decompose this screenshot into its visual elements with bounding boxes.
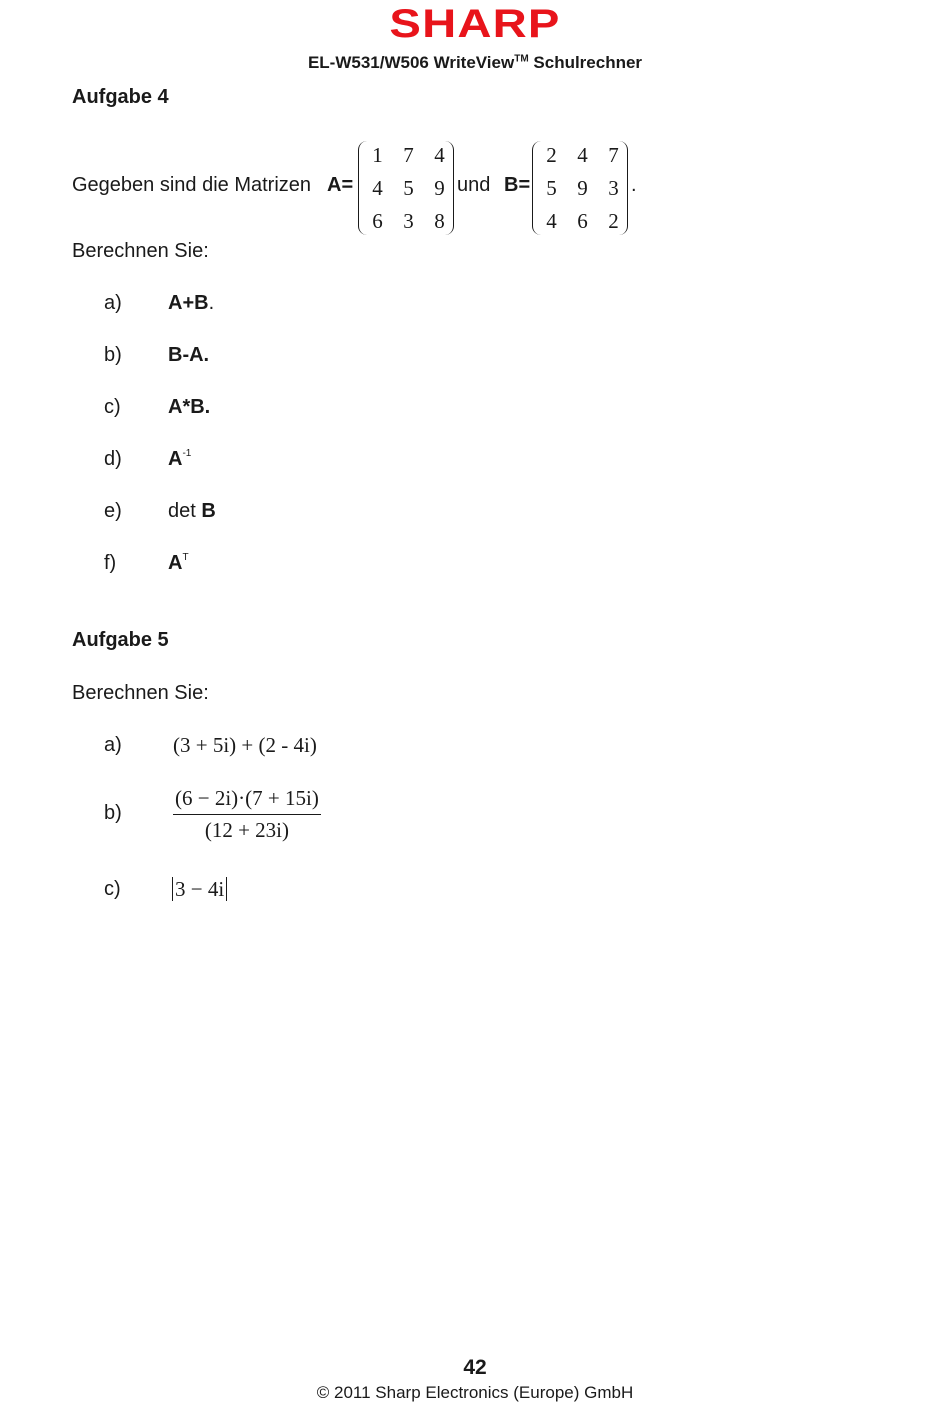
exponent: T (182, 552, 189, 563)
matrix-b-cell: 5 (546, 176, 557, 200)
matrix-b-cell: 2 (608, 209, 619, 233)
item-label: b) (104, 802, 122, 824)
task4-item-d (168, 448, 191, 471)
task4-item-f (168, 552, 189, 575)
page-number: 42 (463, 1356, 487, 1379)
item-label: f) (104, 552, 117, 574)
task4-item-a (168, 292, 214, 315)
task4-item-b (168, 344, 209, 367)
matrix-a-cell: 6 (372, 209, 383, 233)
subtitle-tail: Schulrechner (528, 53, 643, 72)
matrix-b-right-paren (619, 141, 628, 235)
matrix-b-cell: 4 (546, 209, 557, 233)
matrix-b-label: B= (504, 174, 531, 196)
trademark-mark: TM (514, 53, 529, 65)
item-label: c) (104, 878, 121, 900)
fraction (173, 786, 321, 843)
matrix-a-cell: 9 (434, 176, 445, 200)
item-label: a) (104, 292, 122, 314)
expression: A+B (168, 292, 209, 314)
matrix-a-label: A= (327, 174, 354, 196)
expression: B-A. (168, 344, 210, 366)
task5-heading: Aufgabe 5 (72, 629, 169, 651)
matrix-b-cell: 6 (577, 209, 588, 233)
document-subtitle (0, 53, 950, 73)
expression: A (168, 552, 183, 574)
task5-prompt: Berechnen Sie: (72, 682, 209, 704)
task5-expression-c (172, 877, 227, 902)
expression-suffix: . (208, 292, 215, 314)
matrix-b (532, 141, 628, 235)
matrix-a-cell: 3 (403, 209, 414, 233)
fraction-numerator: (6 − 2i)·(7 + 15i) (173, 786, 321, 815)
copyright: © 2011 Sharp Electronics (Europe) GmbH (316, 1383, 634, 1402)
sharp-logo: SHARP (389, 2, 561, 46)
und-text: und (457, 174, 491, 196)
item-label: b) (104, 344, 122, 366)
matrix-a-cell: 8 (434, 209, 445, 233)
absolute-value: 3 − 4i (172, 877, 227, 901)
expression: A (168, 448, 183, 470)
matrix-a (358, 141, 454, 235)
item-label: d) (104, 448, 122, 470)
item-label: c) (104, 396, 121, 418)
statement-period: . (631, 174, 637, 196)
fraction-denominator: (12 + 23i) (204, 818, 289, 842)
expression-prefix: det (168, 500, 202, 522)
task4-item-c (168, 396, 210, 419)
matrix-a-cell: 1 (372, 143, 383, 167)
matrix-b-cell: 3 (608, 176, 619, 200)
matrix-a-cell: 5 (403, 176, 414, 200)
matrix-a-cell: 4 (372, 176, 383, 200)
expression: B (201, 500, 216, 522)
task4-prompt: Berechnen Sie: (72, 240, 209, 262)
task5-expression-b (173, 786, 321, 843)
task5-expression-a: (3 + 5i) + (2 - 4i) (173, 733, 317, 757)
matrix-b-cell: 2 (546, 143, 557, 167)
matrix-b-cell: 9 (577, 176, 588, 200)
matrix-b-cell: 7 (608, 143, 619, 167)
item-label: e) (104, 500, 122, 522)
exponent: -1 (182, 448, 192, 459)
task4-item-e (168, 500, 216, 523)
matrix-a-cell: 4 (434, 143, 445, 167)
subtitle-main: EL-W531/W506 WriteView (307, 53, 515, 72)
matrix-a-right-paren (445, 141, 454, 235)
matrix-b-cell: 4 (577, 143, 588, 167)
task4-intro: Gegeben sind die Matrizen (72, 174, 312, 196)
expression: A*B. (168, 396, 211, 418)
matrix-a-cell: 7 (403, 143, 414, 167)
task4-heading: Aufgabe 4 (72, 86, 169, 108)
item-label: a) (104, 734, 122, 756)
